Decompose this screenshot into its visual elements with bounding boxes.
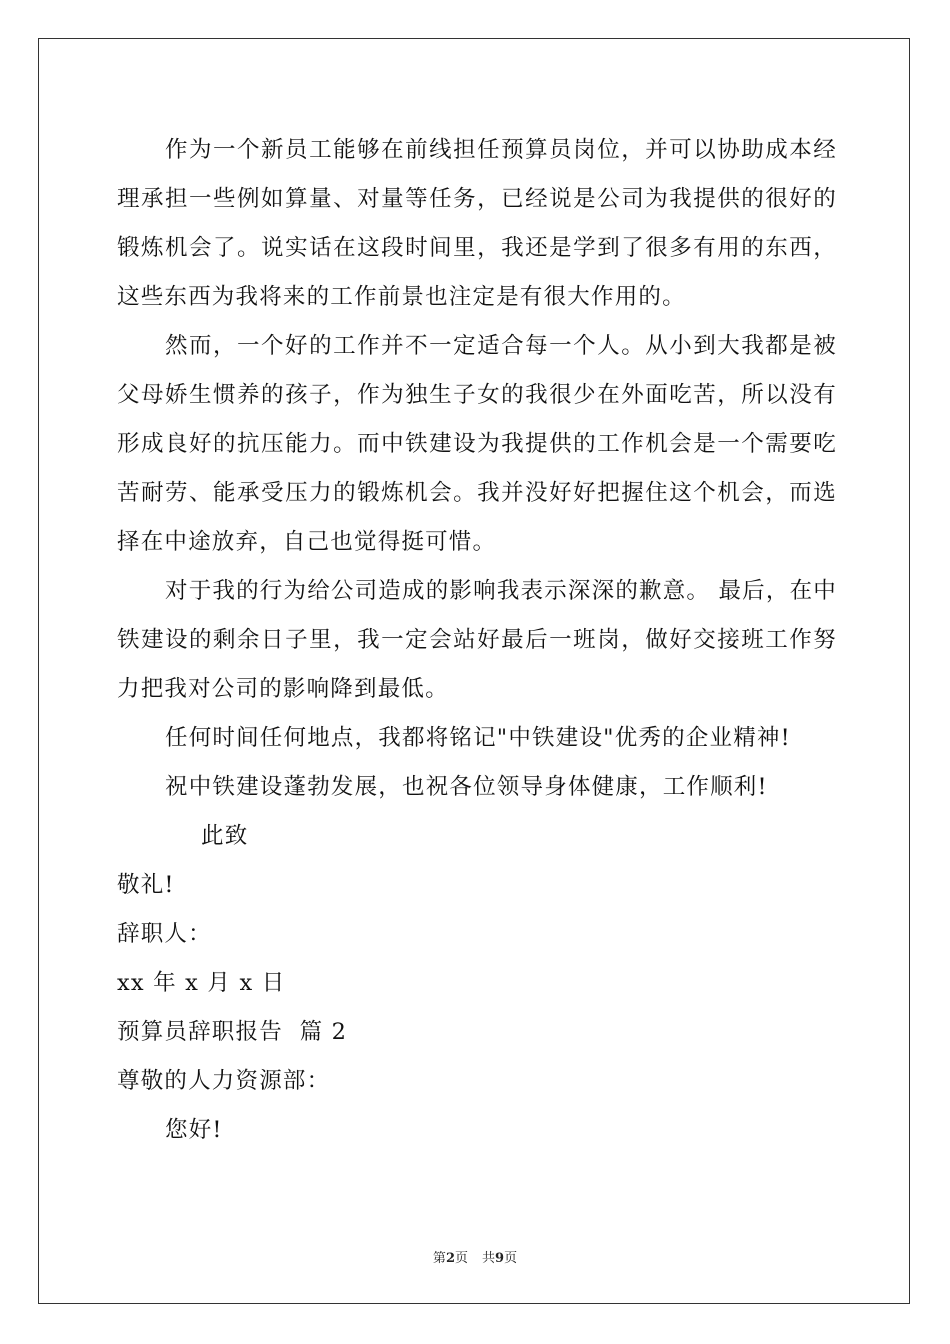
page-prefix: 第 [432, 1251, 446, 1266]
date-line: xx 年 x 月 x 日 [117, 970, 286, 996]
signer-label: 辞职人： [117, 921, 212, 947]
paragraph-1: 作为一个新员工能够在前线担任预算员岗位，并可以协助成本经理承担一些例如算量、对量等任务，已经说是公司为我提供的很好的锻炼机会了。说实话在这段时间里，我还是学到了很多有用的东西，这些东西为我将来的工作前景也注定是有很大作用的。 [117, 137, 837, 310]
total-suffix: 页 [504, 1251, 518, 1266]
greeting-line: 您好! [165, 1117, 223, 1143]
page-footer [0, 1247, 950, 1266]
page-current: 2 [445, 1251, 455, 1266]
page-mid: 页 [454, 1251, 468, 1266]
paragraph-4: 任何时间任何地点，我都将铭记"中铁建设"优秀的企业精神! [165, 725, 791, 751]
salute-line: 敬礼! [117, 872, 175, 898]
total-prefix: 共 [482, 1251, 496, 1266]
paragraph-2: 然而，一个好的工作并不一定适合每一个人。从小到大我都是被父母娇生惯养的孩子，作为独生子女的我很少在外面吃苦，所以没有形成良好的抗压能力。而中铁建设为我提供的工作机会是一个需要吃苦耐劳、能承受压力的锻炼机会。我并没好好把握住这个机会，而选择在中途放弃，自己也觉得挺可惜。 [117, 333, 837, 555]
section-title: 预算员辞职报告 篇 2 [117, 1019, 348, 1045]
document-body [117, 126, 837, 1155]
paragraph-3: 对于我的行为给公司造成的影响我表示深深的歉意。 最后，在中铁建设的剩余日子里，我一定会站好最后一班岗，做好交接班工作努力把我对公司的影响降到最低。 [117, 578, 837, 702]
page-total: 9 [495, 1251, 505, 1266]
closing-line: 此致 [201, 823, 249, 849]
addressee-line: 尊敬的人力资源部： [117, 1068, 331, 1094]
paragraph-5: 祝中铁建设蓬勃发展，也祝各位领导身体健康，工作顺利! [165, 774, 768, 800]
